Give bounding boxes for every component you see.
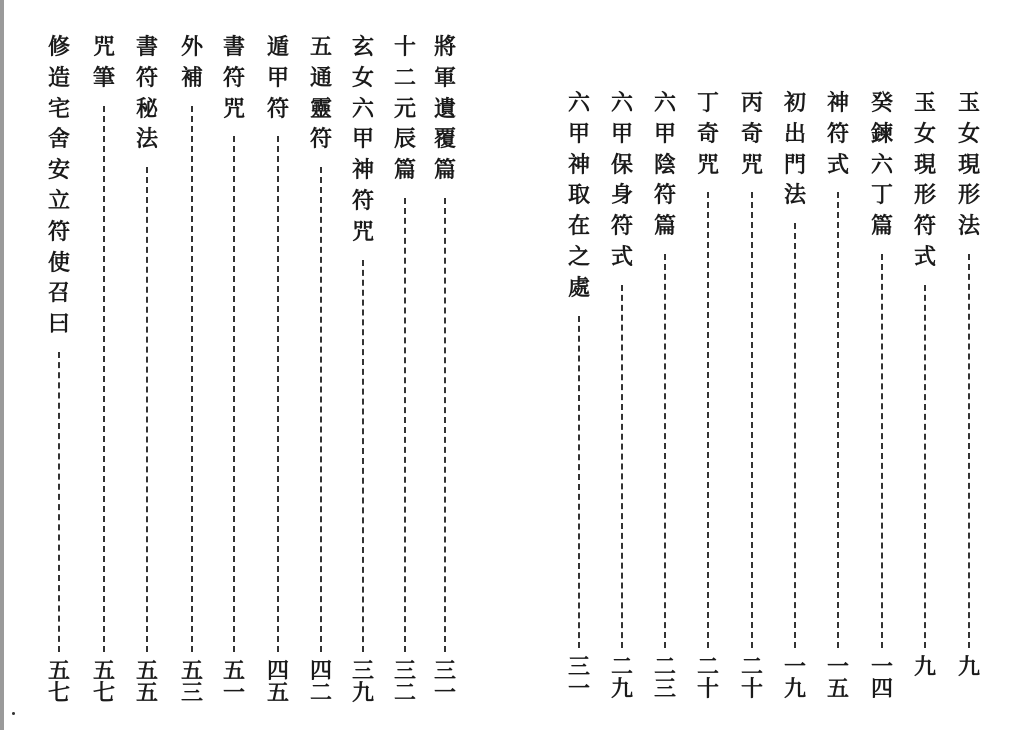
entry-title: 初 出 門 法 (783, 90, 806, 209)
dotted-leader (968, 254, 970, 648)
page-number: 九 (957, 654, 980, 680)
page-number: 五 一 (222, 658, 245, 706)
dotted-leader (664, 254, 666, 648)
dotted-leader (751, 192, 753, 648)
entry-title: 書 符 秘 法 (135, 34, 158, 153)
page-number: 三 九 (351, 658, 374, 706)
entry-title: 將 軍 遺 覆 篇 (433, 34, 456, 184)
entry-title: 玉 女 現 形 符 式 (913, 90, 936, 270)
entry-title: 外 補 (180, 34, 203, 91)
entry-title: 十 二 元 辰 篇 (393, 34, 416, 184)
page-number: 九 (913, 654, 936, 680)
entry-title: 咒 筆 (92, 34, 115, 91)
dotted-leader (621, 285, 623, 648)
entry-title: 玉 女 現 形 法 (957, 90, 980, 240)
page-number: 五 七 (92, 658, 115, 706)
entry-title: 五 通 靈 符 (309, 34, 332, 153)
dotted-leader (578, 316, 580, 648)
page-number: 二 九 (610, 654, 633, 702)
page-number: 四 五 (266, 658, 289, 706)
scan-speck (12, 712, 15, 715)
page-number: 二 三 (653, 654, 676, 702)
entry-title: 六 甲 保 身 符 式 (610, 90, 633, 270)
page-number: 二 十 (740, 654, 763, 702)
page-number: 三 二 (393, 658, 416, 706)
entry-title: 六 甲 陰 符 篇 (653, 90, 676, 240)
page-number: 五 五 (135, 658, 158, 706)
entry-title: 玄 女 六 甲 神 符 咒 (351, 34, 374, 245)
entry-title: 丙 奇 咒 (740, 90, 763, 178)
entry-title: 書 符 咒 (222, 34, 245, 122)
page-number: 一 九 (783, 654, 806, 702)
page-number: 一 四 (870, 654, 893, 702)
page-number: 三 一 (433, 658, 456, 706)
page-number: 五 三 (180, 658, 203, 706)
dotted-leader (881, 254, 883, 648)
entry-title: 遁 甲 符 (266, 34, 289, 122)
page-number: 三 一 (567, 654, 590, 702)
dotted-leader (707, 192, 709, 648)
entry-title: 丁 奇 咒 (696, 90, 719, 178)
entry-title: 修 造 宅 舍 安 立 符 使 召 曰 (47, 34, 70, 338)
dotted-leader (837, 192, 839, 648)
dotted-leader (924, 285, 926, 648)
dotted-leader (794, 223, 796, 648)
page-number: 一 五 (826, 654, 849, 702)
entry-title: 六 甲 神 取 在 之 處 (567, 90, 590, 301)
page-number: 四 二 (309, 658, 332, 706)
entry-title: 神 符 式 (826, 90, 849, 178)
page-number: 二 十 (696, 654, 719, 702)
page-number: 五 七 (47, 658, 70, 706)
entry-title: 癸 鍊 六 丁 篇 (870, 90, 893, 240)
